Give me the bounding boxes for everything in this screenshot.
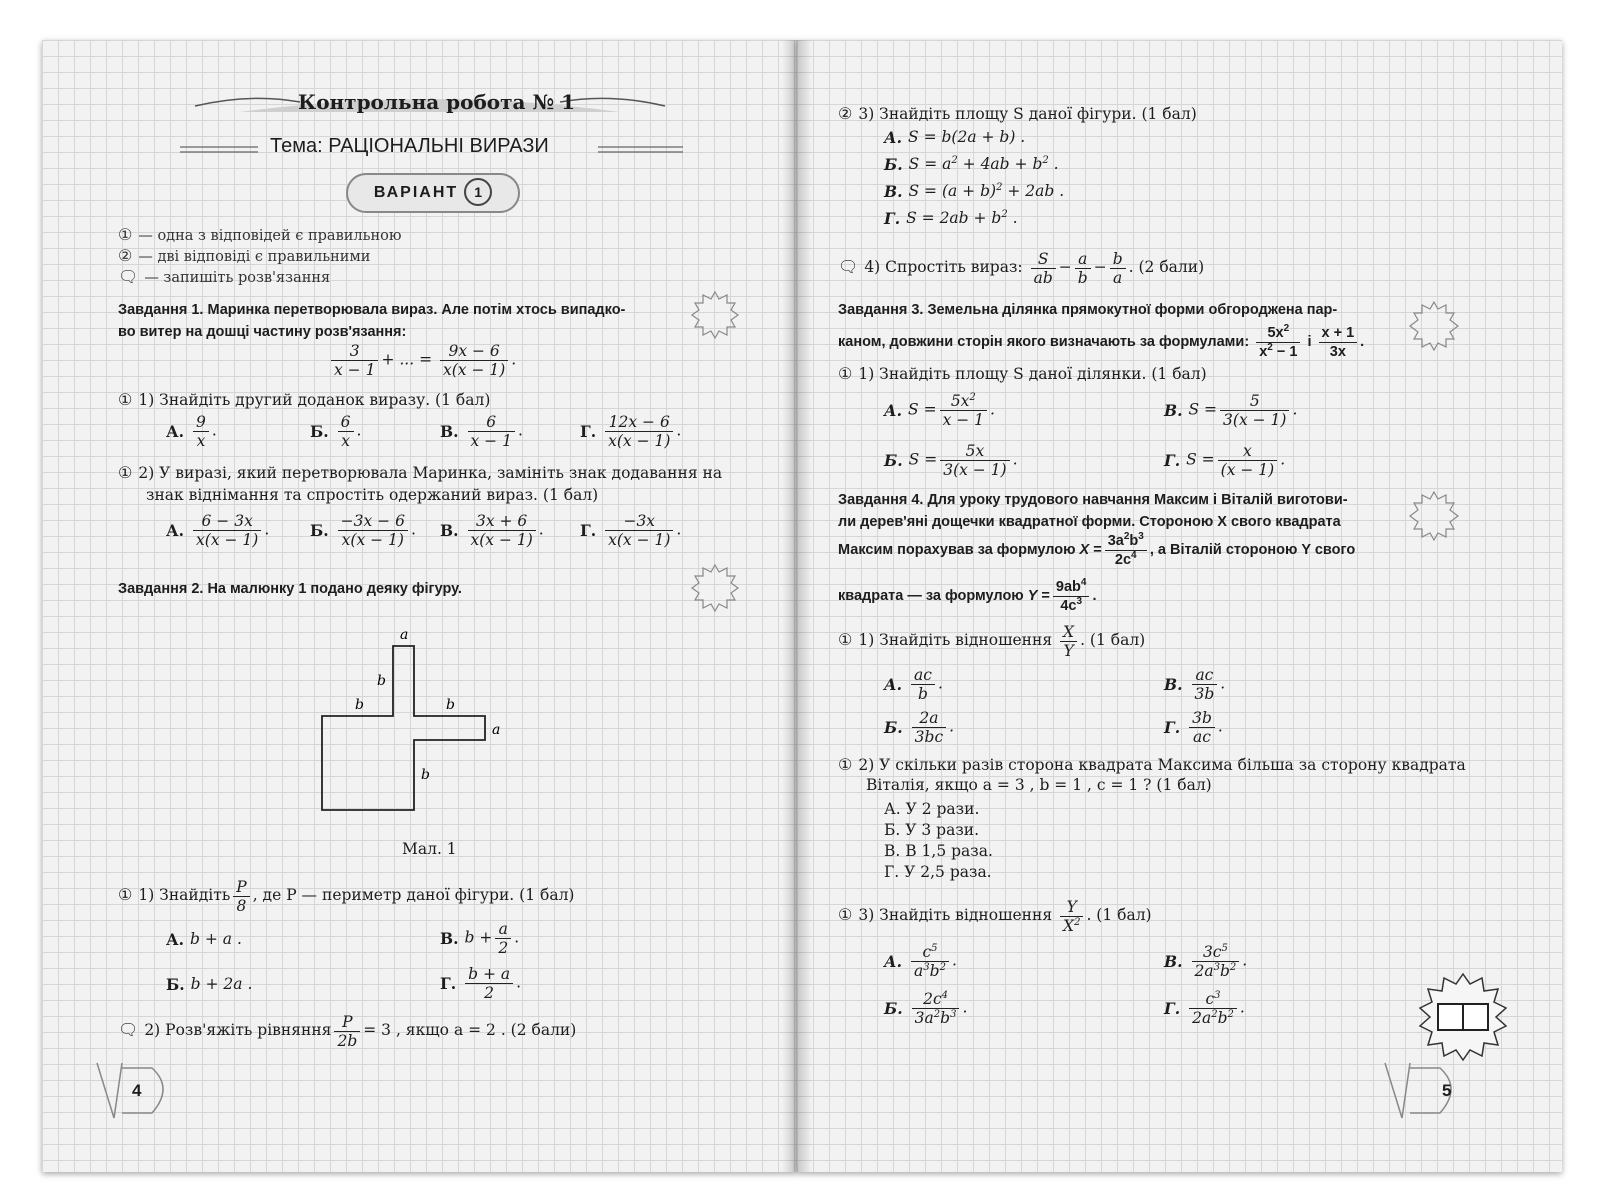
svg-text:b: b	[421, 767, 430, 783]
t3-opt-d[interactable]: Г. S = $\frac{x}{(x - 1)}$ .	[1164, 442, 1286, 479]
q3-prompt: ② 3) Знайдіть площу S даної фігури. (1 бал)	[838, 104, 1197, 123]
speech-bubble-icon: 🗨	[118, 267, 139, 286]
task1-q2-line2: знак віднімання та спростіть одержаний вираз. (1 бал)	[146, 486, 599, 504]
task4-q1: ① 1) Знайдіть відношення $\frac{X}{Y}$ . (1 бал)	[838, 622, 1146, 660]
t1q1-opt-b[interactable]: Б. $\frac{6}{x}$ .	[310, 413, 362, 450]
t1q2-opt-b[interactable]: Б. $\frac{-3x - 6}{x(x - 1)}$ .	[310, 512, 416, 549]
svg-text:a: a	[400, 627, 409, 643]
t4q3-opt-d[interactable]: Г. $\frac{c^3}{2a^2b^2}$ .	[1164, 989, 1245, 1027]
legend-two-correct: ② — дві відповіді є правильними	[118, 246, 371, 265]
test-title: Контрольна робота № 1	[298, 90, 576, 114]
t2q1-opt-b[interactable]: Б. b + 2a .	[166, 975, 253, 994]
variant-badge	[346, 173, 520, 213]
t1q1-opt-d[interactable]: Г. $\frac{12x - 6}{x(x - 1)}$ .	[580, 413, 682, 450]
gear-badge-icon	[1408, 490, 1460, 542]
t1q2-opt-c[interactable]: В. $\frac{3x + 6}{x(x - 1)}$ .	[440, 512, 544, 549]
t1q2-opt-d[interactable]: Г. $\frac{-3x}{x(x - 1)}$ .	[580, 512, 682, 549]
task2-q1: ① 1) Знайдіть $\frac{P}{8}$ , де P — периметр даної фігури. (1 бал)	[118, 877, 575, 915]
t4q1-opt-a[interactable]: А. $\frac{ac}{b}$ .	[884, 666, 943, 703]
task3-q1: ① 1) Знайдіть площу S даної ділянки. (1 бал)	[838, 364, 1207, 383]
t3-opt-c[interactable]: В. S = $\frac{5}{3(x - 1)}$ .	[1164, 392, 1298, 429]
q3-opt-b[interactable]: Б. $S = a^2 + 4ab + b^2$ .	[884, 154, 1059, 174]
page-corner-ornament	[1380, 1058, 1470, 1128]
t4q2-opt-d[interactable]: Г. У 2,5 раза.	[884, 863, 992, 881]
q3-opt-c[interactable]: В. $S = (a + b)^2 + 2ab$ .	[884, 181, 1065, 201]
t4q1-opt-c[interactable]: В. $\frac{ac}{3b}$ .	[1164, 666, 1226, 703]
t4q2-opt-c[interactable]: В. В 1,5 раза.	[884, 842, 993, 860]
variant-number: 1	[464, 178, 492, 206]
task1-line2: во витер на дошці частину розв'язання:	[118, 324, 407, 340]
svg-text:b: b	[377, 673, 386, 689]
task4-q2-line1: ① 2) У скільки разів сторона квадрата Максима більша за сторону квадрата	[838, 755, 1466, 774]
task1-q1: ① 1) Знайдіть другий доданок виразу. (1 бал)	[118, 390, 491, 409]
book-spine	[782, 40, 812, 1172]
topic-title: Тема: РАЦІОНАЛЬНІ ВИРАЗИ	[270, 135, 549, 157]
variant-label: ВАРІАНТ	[373, 184, 459, 201]
t4q3-opt-b[interactable]: Б. $\frac{2c^4}{3a^2b^3}$ .	[884, 989, 968, 1027]
task4-line2: ли дерев'яні дощечки квадратної форми. Стороною X свого квадрата	[838, 514, 1341, 530]
t2q1-opt-c[interactable]: В. b + $\frac{a}{2}$ .	[440, 920, 520, 957]
svg-text:b: b	[355, 697, 364, 713]
gear-badge-icon	[690, 563, 740, 613]
q3-opt-d[interactable]: Г. $S = 2ab + b^2$ .	[884, 208, 1018, 228]
figure-1-drawing	[300, 622, 520, 822]
q4-prompt: 🗨 4) Спростіть вираз: $\frac{S}{ab}$ − $\frac{a}{b}$ − $\frac{b}{a}$ . (2 бали)	[838, 249, 1205, 287]
task4-q3: ① 3) Знайдіть відношення $\frac{Y}{X^2}$ . (1 бал)	[838, 897, 1152, 935]
t3-opt-b[interactable]: Б. S = $\frac{5x}{3(x - 1)}$ .	[884, 442, 1018, 479]
figure-caption: Мал. 1	[402, 840, 457, 858]
t4q2-opt-b[interactable]: Б. У 3 рази.	[884, 821, 980, 839]
t4q1-opt-b[interactable]: Б. $\frac{2a}{3bc}$ .	[884, 709, 955, 746]
t1q1-opt-c[interactable]: В. $\frac{6}{x - 1}$ .	[440, 413, 523, 450]
task4-line1: Завдання 4. Для уроку трудового навчання Максим і Віталій виготови-	[838, 492, 1348, 508]
task1-expression: $\frac{3}{x - 1}$ + ... = $\frac{9x - 6}{x(x - 1)}$ .	[328, 342, 516, 379]
legend-write-solution: 🗨 — запишіть розв'язання	[118, 267, 331, 286]
svg-text:b: b	[446, 697, 455, 713]
t3-opt-a[interactable]: А. S = $\frac{5x^2}{x - 1}$ .	[884, 391, 995, 429]
t4q3-opt-c[interactable]: В. $\frac{3c^5}{2a^3b^2}$ .	[1164, 942, 1248, 980]
task1-q2-line1: ① 2) У виразі, який перетворювала Маринка, замініть знак додавання на	[118, 463, 723, 482]
t2q1-opt-a[interactable]: А. b + a .	[166, 930, 242, 949]
t4q3-opt-a[interactable]: А. $\frac{c^5}{a^3b^2}$ .	[884, 942, 957, 980]
gear-badge-icon	[1408, 300, 1460, 352]
t1q2-opt-a[interactable]: А. $\frac{6 - 3x}{x(x - 1)}$ .	[166, 512, 270, 549]
page-number-left: 4	[132, 1081, 142, 1100]
t4q1-opt-d[interactable]: Г. $\frac{3b}{ac}$ .	[1164, 709, 1223, 746]
page-number-right: 5	[1442, 1081, 1452, 1100]
gear-badge-icon	[690, 290, 740, 340]
task2-q2: 🗨 2) Розв'яжіть рівняння $\frac{P}{2b}$ = 3 , якщо a = 2 . (2 бали)	[118, 1012, 577, 1050]
answer-box-icon	[1418, 972, 1508, 1062]
task3-line1: Завдання 3. Земельна ділянка прямокутної форми обгороджена пар-	[838, 302, 1338, 318]
q3-opt-a[interactable]: А. S = b(2a + b) .	[884, 128, 1026, 147]
task4-line3: Максим порахував за формулою X = $\frac{3a^2b^3}{2c^4}$ , а Віталій стороною Y свого	[838, 530, 1356, 568]
t4q2-opt-a[interactable]: А. У 2 рази.	[884, 800, 980, 818]
task3-line2: каном, довжини сторін якого визначають за формулами: $\frac{5x^2}{x^2 - 1}$ і $\frac{x + 1}{3x}$ .	[838, 322, 1365, 360]
task4-q2-line2: Віталія, якщо a = 3 , b = 1 , c = 1 ? (1 бал)	[866, 776, 1212, 794]
task1-line1: Завдання 1. Маринка перетворювала вираз. Але потім хтось випадко-	[118, 302, 626, 318]
task4-line4: квадрата — за формулою Y = $\frac{9ab^4}{4c^3}$ .	[838, 576, 1097, 614]
legend-one-correct: ① — одна з відповідей є правильною	[118, 225, 402, 244]
t2q1-opt-d[interactable]: Г. $\frac{b + a}{2}$ .	[440, 965, 522, 1002]
svg-text:a: a	[492, 722, 501, 738]
t1q1-opt-a[interactable]: А. $\frac{9}{x}$ .	[166, 413, 217, 450]
task2-text: Завдання 2. На малюнку 1 подано деяку фігуру.	[118, 581, 462, 597]
